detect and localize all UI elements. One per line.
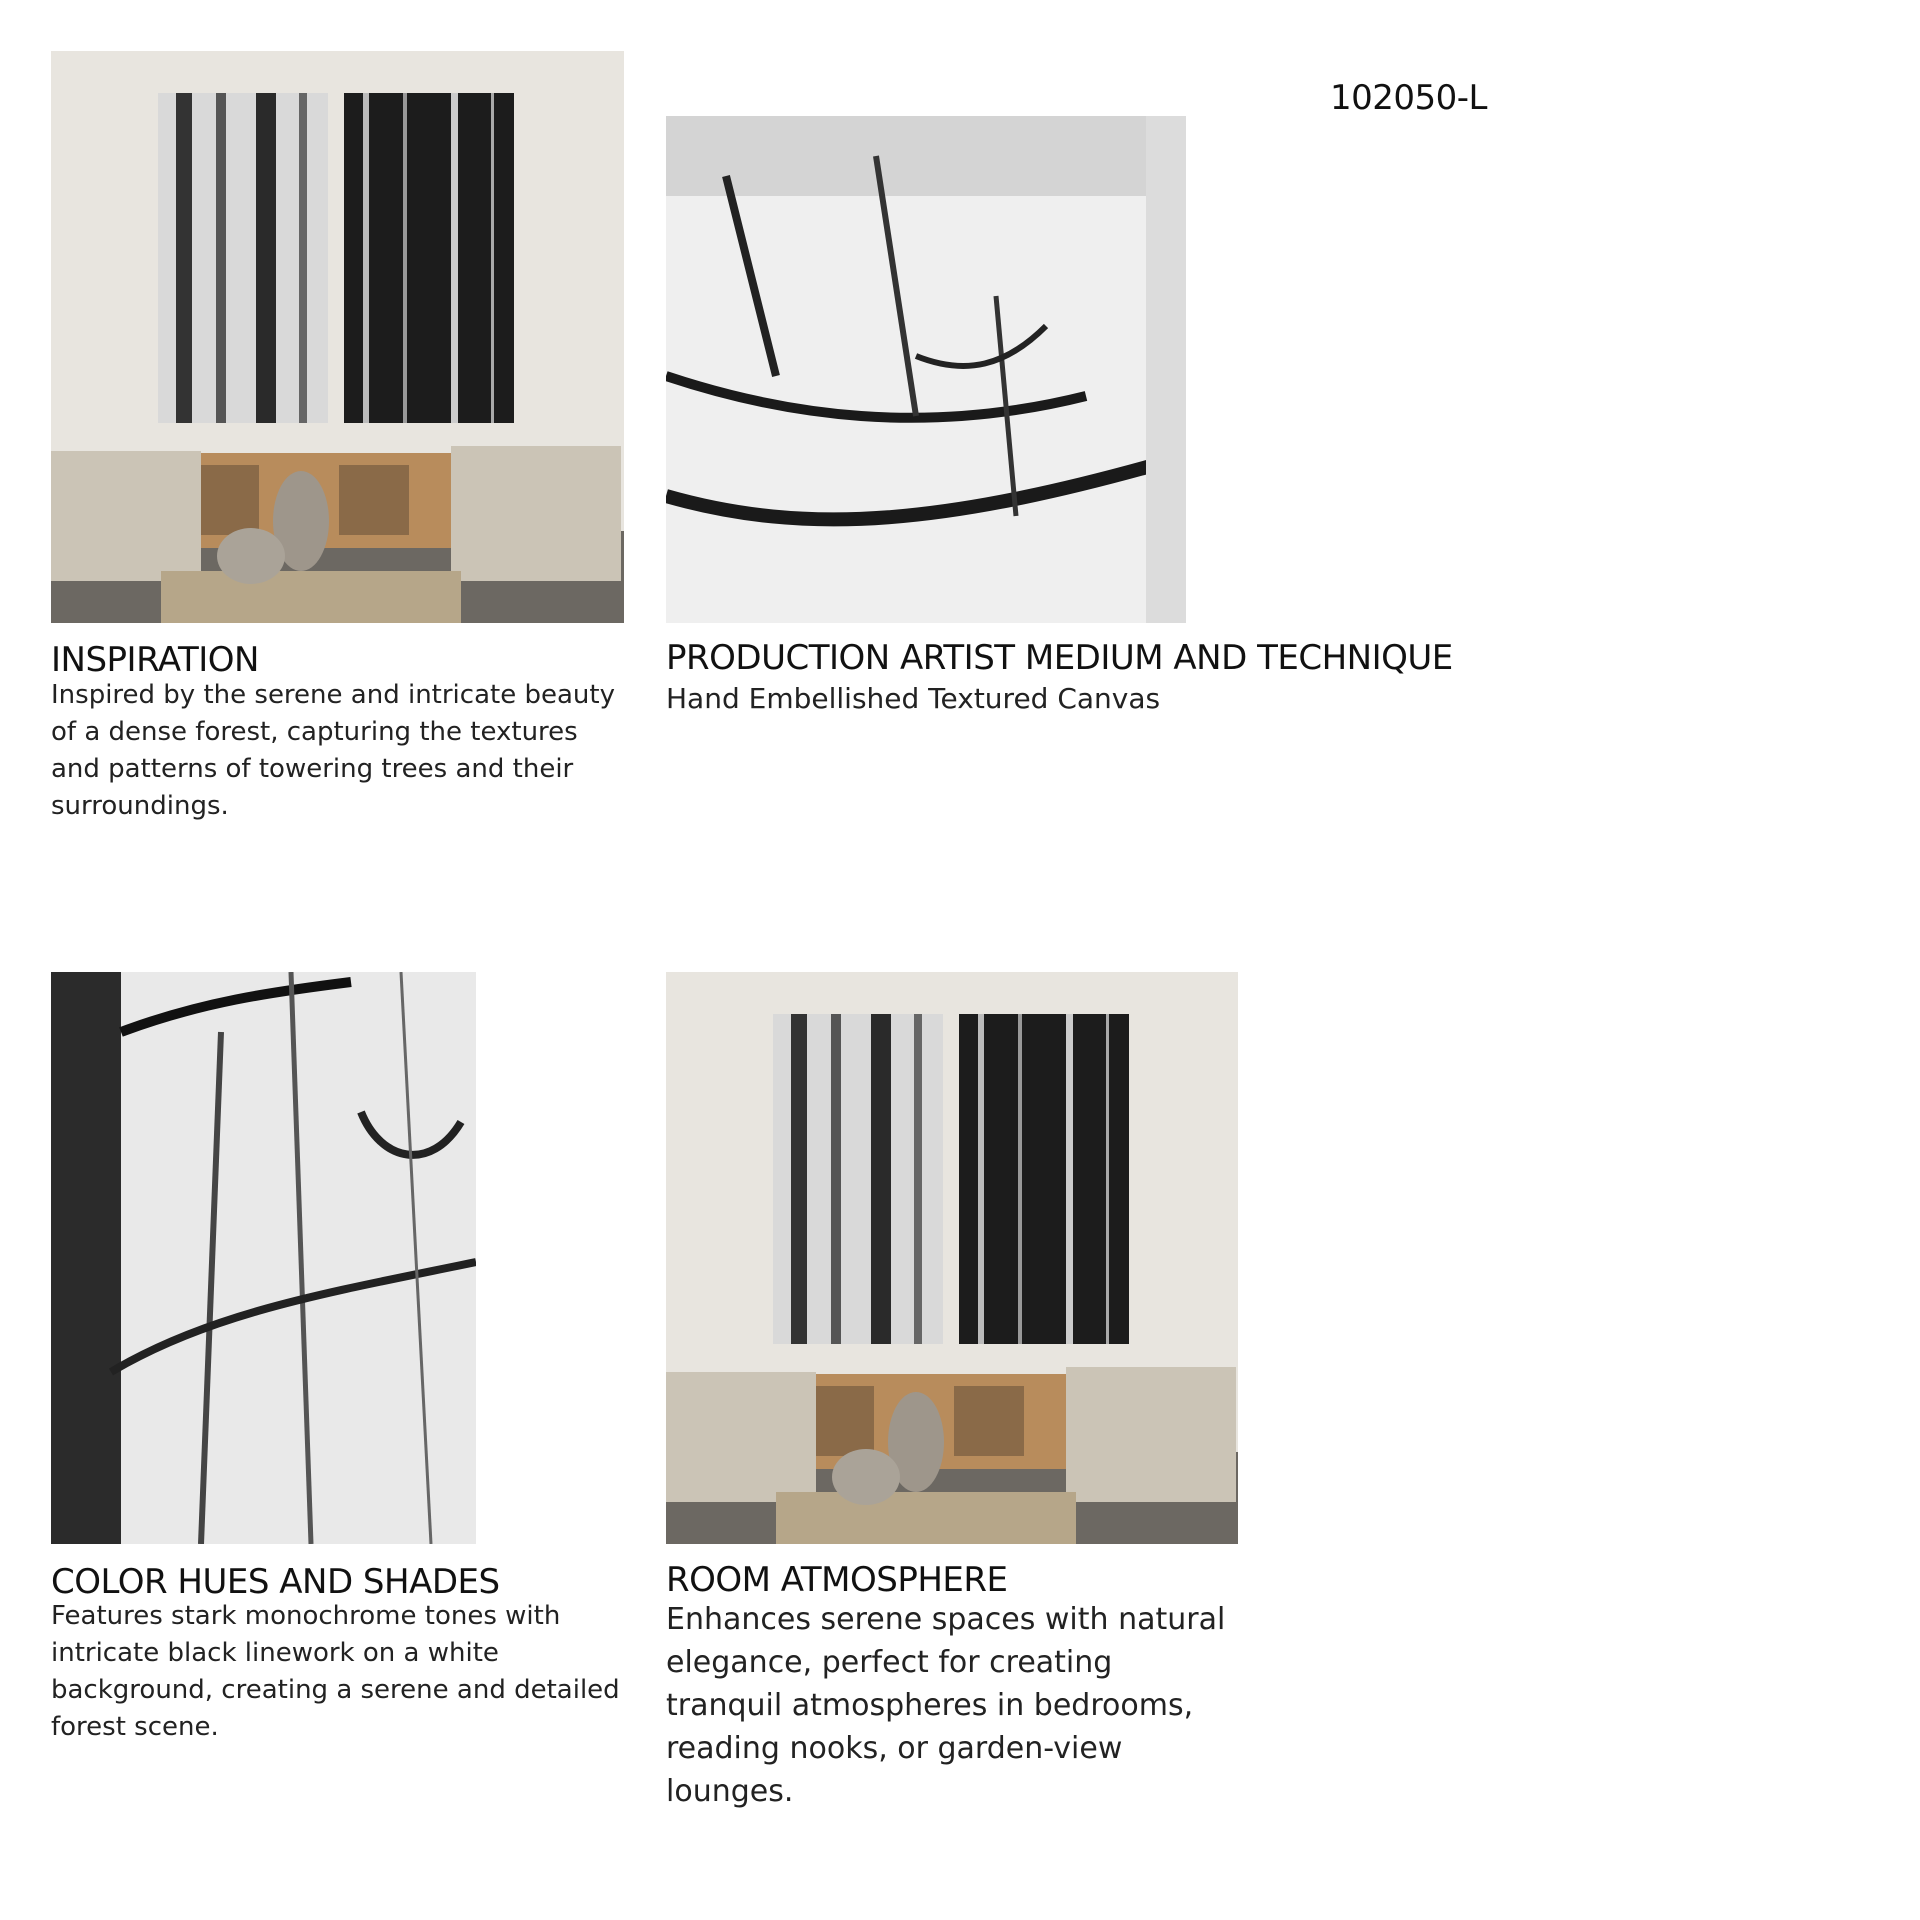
production-body: Hand Embellished Textured Canvas xyxy=(666,682,1161,715)
color-body: Features stark monochrome tones with intricate black linework on a white background, creating a serene and detailed forest scene. xyxy=(51,1601,620,1742)
room-photo-atmosphere xyxy=(666,972,1238,1544)
production-heading: PRODUCTION ARTIST MEDIUM AND TECHNIQUE xyxy=(666,638,1453,678)
color-heading: COLOR HUES AND SHADES xyxy=(51,1562,500,1602)
inspiration-body: Inspired by the serene and intricate beauty of a dense forest, capturing the textures and patterns of towering trees and their surroundings. xyxy=(51,680,615,821)
forest-detail-closeup xyxy=(51,972,476,1544)
canvas-texture-closeup xyxy=(666,116,1186,623)
room-heading: ROOM ATMOSPHERE xyxy=(666,1560,1008,1600)
inspiration-heading: INSPIRATION xyxy=(51,640,259,680)
product-sku: 102050-L xyxy=(1330,78,1488,118)
room-photo-inspiration xyxy=(51,51,624,623)
room-body: Enhances serene spaces with natural elegance, perfect for creating tranquil atmospheres in bedrooms, reading nooks, or garden-view lounges. xyxy=(666,1602,1226,1809)
